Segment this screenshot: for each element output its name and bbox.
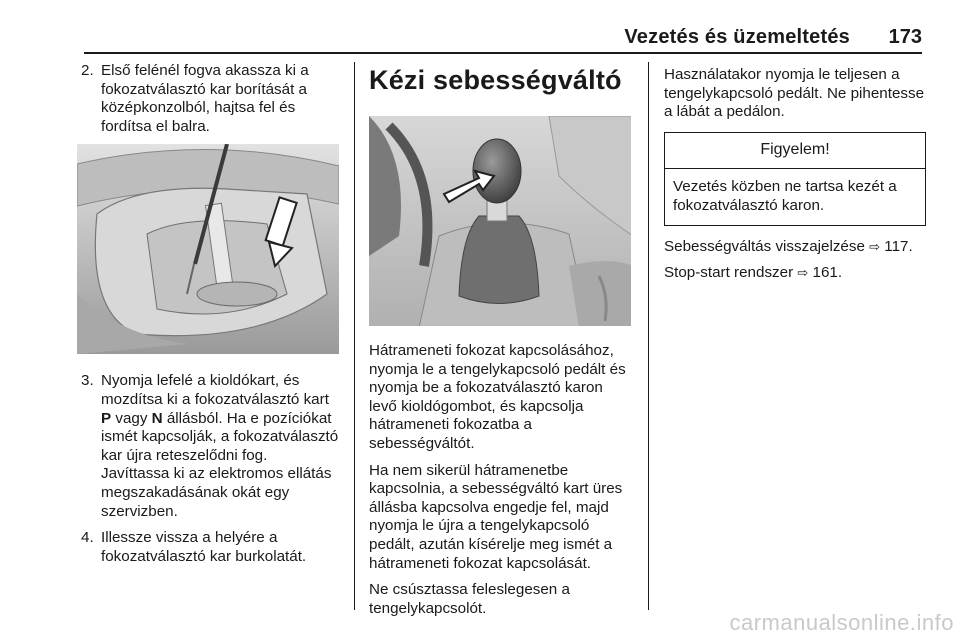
- column-divider-2: [648, 62, 649, 610]
- crossref-stop-start-page[interactable]: 161.: [812, 264, 843, 282]
- gear-position-n: N: [151, 409, 163, 427]
- reverse-gear-paragraph: Hátrameneti fokozat kapcsolásához, nyomja le a tengelykapcsoló pedált és nyomja be a fokozatválasztó karon levő kioldógombot, és kapcsolja hátrameneti fokozatba a sebességváltót.: [369, 342, 626, 452]
- crossref-gear-indicator-page[interactable]: 117.: [884, 237, 913, 255]
- gear-lever-illustration: [369, 116, 631, 326]
- warning-box: [664, 132, 926, 226]
- column-divider-1: [354, 62, 355, 610]
- crossref-gear-indicator-label: Sebességváltás visszajelzése: [664, 237, 865, 255]
- shift-cover-removal-photo: [77, 144, 339, 354]
- crossref-arrow-icon: ⇨: [869, 238, 881, 254]
- reverse-retry-paragraph: Ha nem sikerül hátramenetbe kapcsolnia, a sebességváltó kart üres állásba kapcsolva engedje fel, majd nyomja le újra a tengelykapcsoló pedált, azután kísérelje meg ismét a hátrameneti fokozat kapcsolását.: [369, 461, 623, 572]
- step-3-text-b: vagy: [111, 409, 152, 427]
- step-2-text: Első felénél fogva akassza ki a fokozatválasztó kar borítását a középkonzolból, hajtsa fel és fordítsa el balra.: [101, 62, 309, 135]
- right-column: [664, 62, 926, 291]
- page-header: [0, 0, 960, 58]
- page-title: Vezetés és üzemeltetés: [624, 26, 850, 48]
- gear-position-p: P: [101, 409, 112, 427]
- page-number: 173: [888, 26, 922, 48]
- warning-body: Vezetés közben ne tartsa kezét a fokozatválasztó karon.: [673, 178, 897, 214]
- watermark: carmanualsonline.info: [729, 610, 954, 635]
- crossref-stop-start-label: Stop-start rendszer: [664, 264, 794, 282]
- step-3-number: 3.: [81, 372, 94, 390]
- step-4-text: Illessze vissza a helyére a fokozatválasztó kar burkolatát.: [101, 529, 307, 565]
- middle-column: [369, 62, 633, 626]
- clutch-usage-paragraph: Használatakor nyomja le teljesen a tengelykapcsoló pedált. Ne pihentesse a lábát a pedálon.: [664, 66, 925, 121]
- manual-gearbox-photo: [369, 116, 631, 326]
- header-rule: [84, 52, 922, 54]
- step-2: [77, 62, 339, 136]
- clutch-paragraph: Ne csúsztassa feleslegesen a tengelykapcsolót.: [369, 581, 570, 617]
- section-title: Kézi sebességváltó: [369, 65, 622, 95]
- left-column: [77, 62, 339, 566]
- step-3: [77, 372, 339, 521]
- crossref-stop-start: [664, 264, 926, 283]
- console-illustration: [77, 144, 339, 354]
- crossref-arrow-icon: ⇨: [797, 265, 809, 281]
- step-4-number: 4.: [81, 529, 94, 547]
- step-2-number: 2.: [81, 62, 94, 79]
- step-3-text-a: Nyomja lefelé a kioldókart, és mozdítsa ki a fokozatválasztó kart: [101, 372, 329, 408]
- step-4: [77, 529, 339, 566]
- warning-title: Figyelem!: [665, 133, 925, 170]
- crossref-gear-indicator: [664, 238, 926, 257]
- step-3-text-c: állásból. Ha e pozíciókat ismét kapcsolják, a fokozatválasztó kar újra reteszelődni fog. Javíttassa ki az elektromos ellátás megszakadásának okát egy szervizben.: [101, 409, 339, 520]
